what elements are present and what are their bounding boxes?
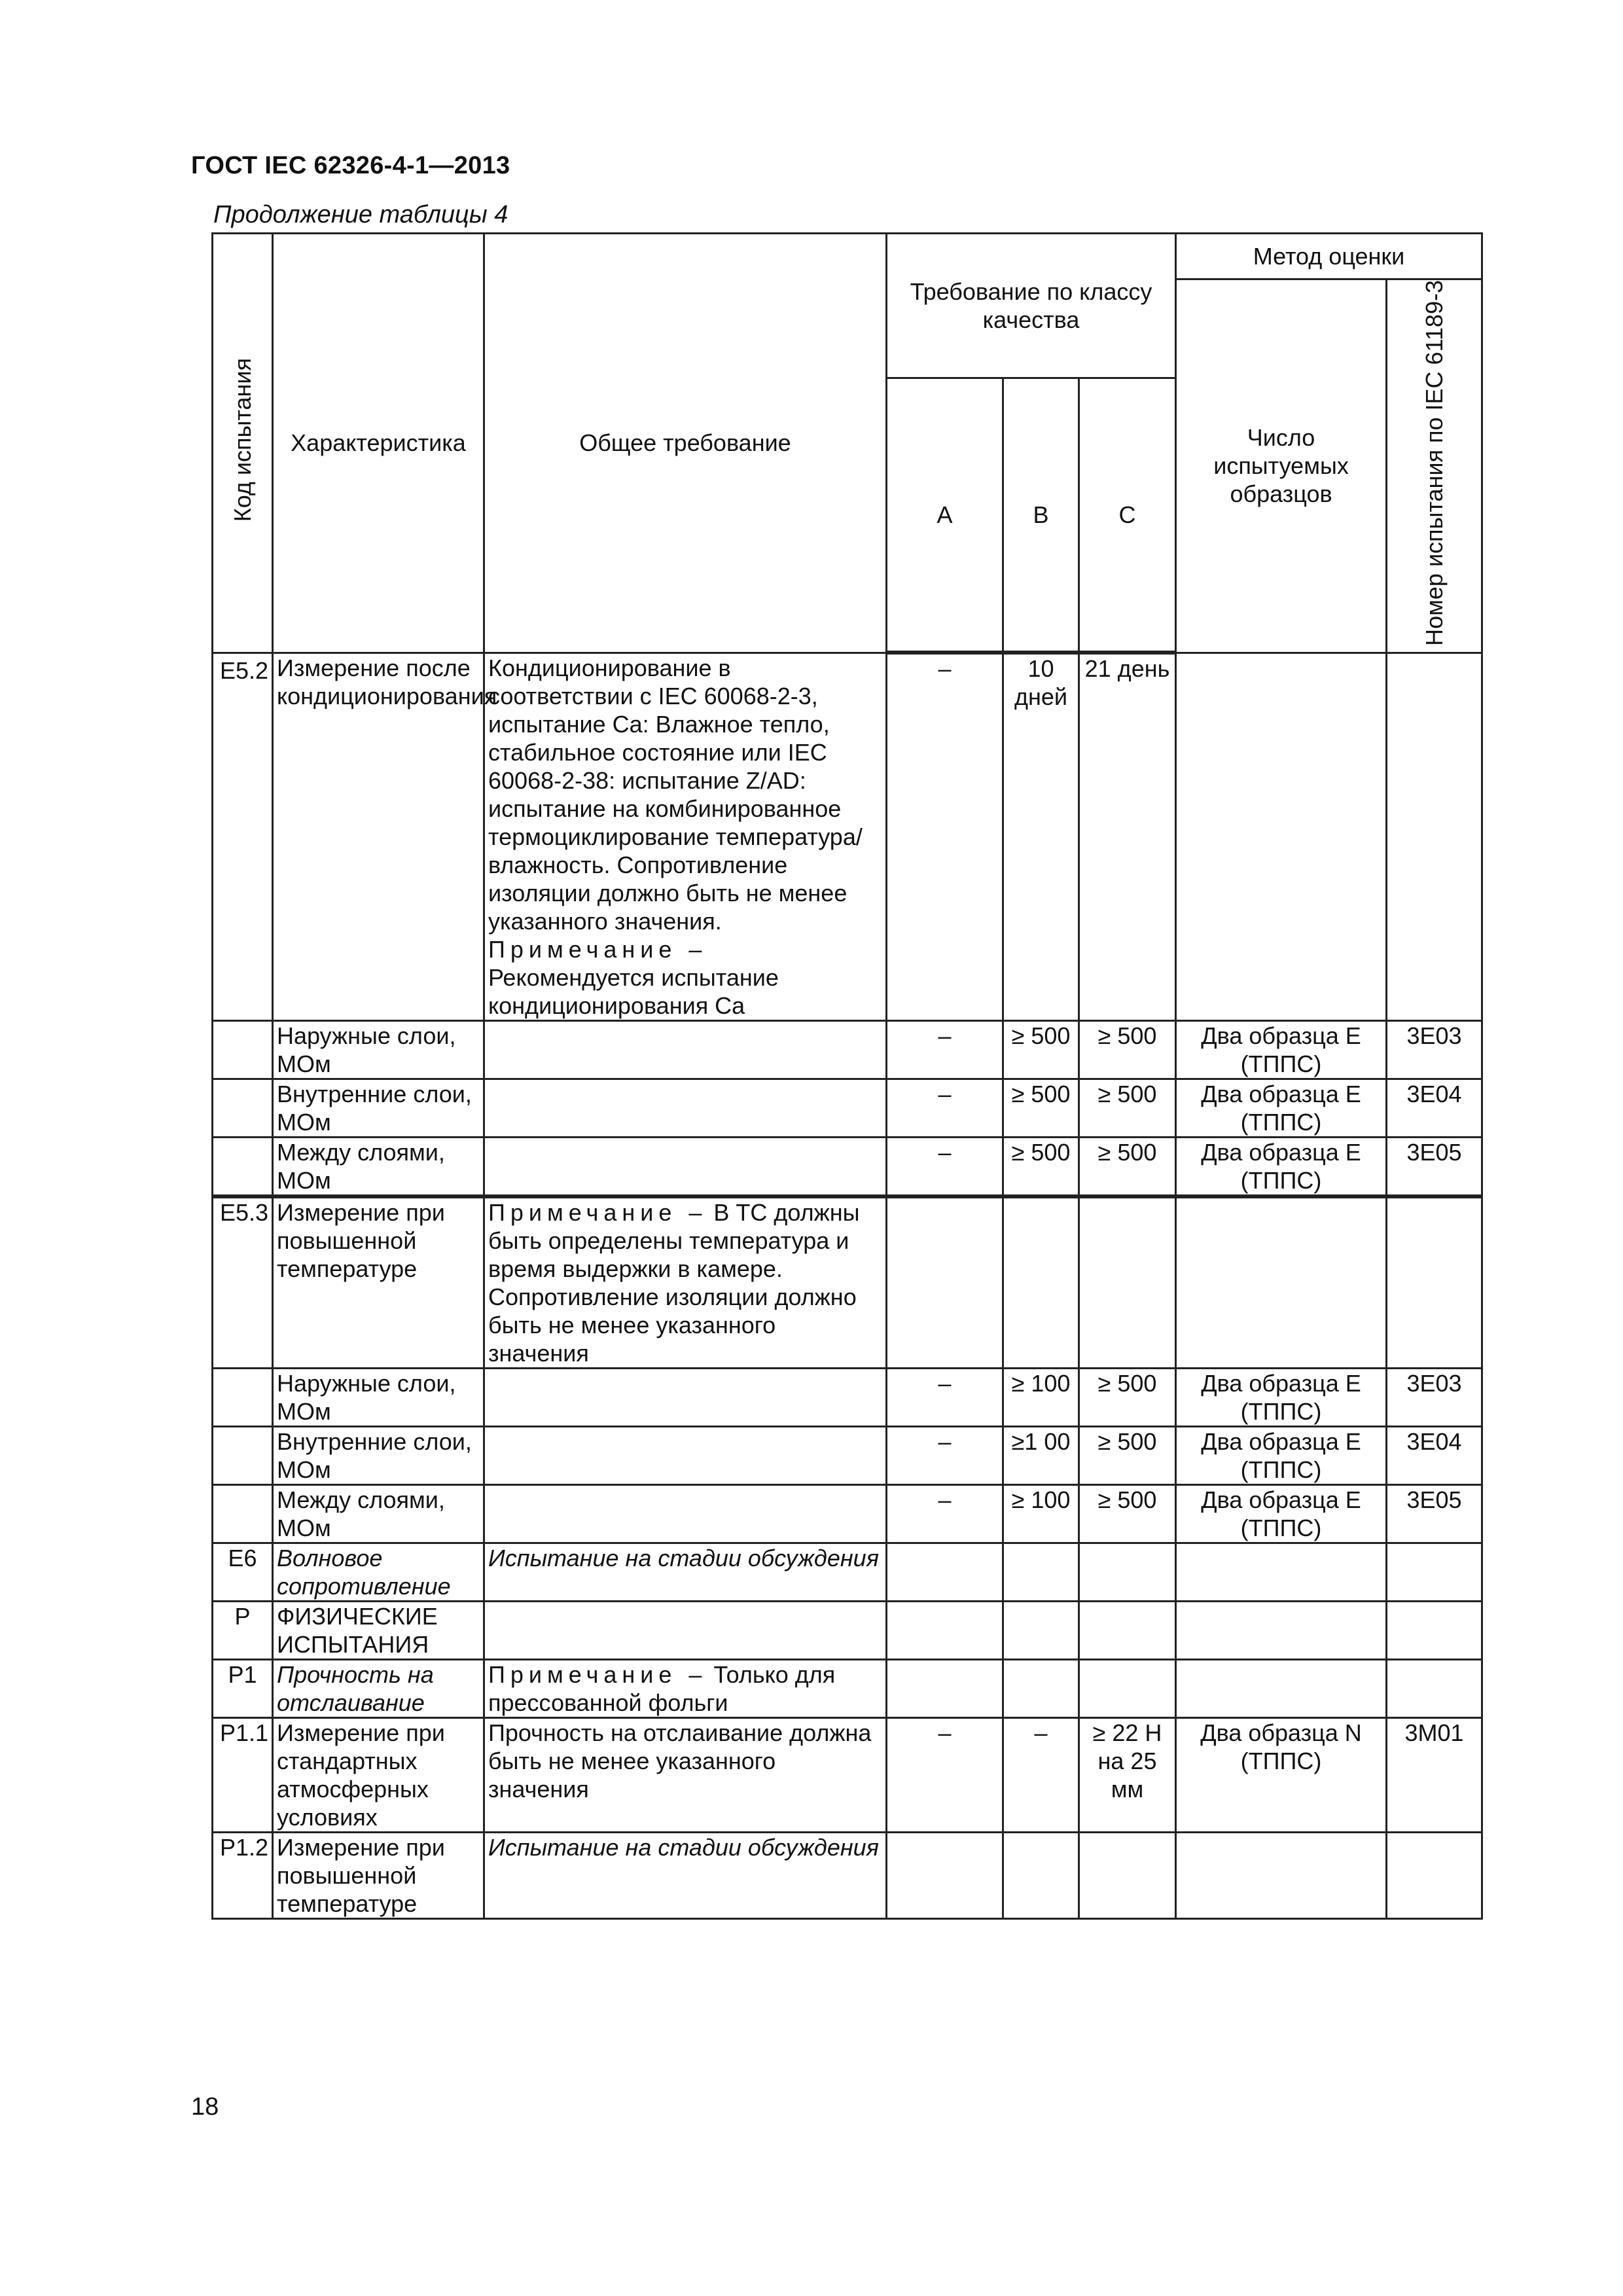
characteristic: Наружные слои, МОм	[273, 1020, 484, 1079]
class-c-value: ≥ 500	[1079, 1368, 1176, 1426]
characteristic: Измерение после кондиционирования	[273, 653, 484, 1020]
class-c-value: ≥ 22 Н на 25 мм	[1079, 1717, 1176, 1832]
table-row	[213, 1079, 1482, 1137]
document-title: ГОСТ IEC 62326-4-1—2013	[191, 152, 510, 179]
general-requirement	[484, 653, 887, 1020]
characteristic: Волновое сопротивление	[273, 1543, 484, 1601]
characteristic: Измерение при повышенной температуре	[273, 1196, 484, 1369]
sample-count: Два образца E (ТППС)	[1176, 1020, 1387, 1079]
header-test-number: Номер испытания по IEC 61189-3	[1387, 279, 1482, 653]
sample-count: Два образца E (ТППС)	[1176, 1079, 1387, 1137]
table-row	[213, 1426, 1482, 1484]
header-class-requirement: Требование по классу качества	[887, 234, 1176, 378]
characteristic: Наружные слои, МОм	[273, 1368, 484, 1426]
table-row	[213, 1137, 1482, 1196]
characteristic: Между слоями, МОм	[273, 1137, 484, 1196]
sample-count: Два образца E (ТППС)	[1176, 1426, 1387, 1484]
characteristic: Внутренние слои, МОм	[273, 1426, 484, 1484]
general-requirement	[484, 1196, 887, 1369]
general-requirement: Испытание на стадии обсуждения	[484, 1543, 887, 1601]
header-class-c: C	[1079, 378, 1176, 653]
class-a-value: –	[887, 1079, 1003, 1137]
characteristic: ФИЗИЧЕСКИЕ ИСПЫТАНИЯ	[273, 1601, 484, 1659]
characteristic: Внутренние слои, МОм	[273, 1079, 484, 1137]
class-b-value: ≥ 100	[1003, 1368, 1079, 1426]
table-row	[213, 1832, 1482, 1918]
test-number: 3E04	[1387, 1426, 1482, 1484]
table-row	[213, 653, 1482, 1020]
class-c-value: ≥ 500	[1079, 1484, 1176, 1543]
characteristic: Прочность на отслаивание	[273, 1659, 484, 1717]
requirements-table	[211, 232, 1483, 1920]
class-b-value: 10 дней	[1003, 653, 1079, 1020]
class-b-value: ≥ 500	[1003, 1020, 1079, 1079]
test-code: P1	[213, 1659, 273, 1717]
note-label: Примечание –	[488, 1660, 707, 1688]
table-row	[213, 1196, 1482, 1369]
class-b-value: ≥ 500	[1003, 1079, 1079, 1137]
class-b-value: ≥ 500	[1003, 1137, 1079, 1196]
header-code: Код испытания	[213, 234, 273, 653]
characteristic: Измерение при стандартных атмосферных условиях	[273, 1717, 484, 1832]
class-b-value: ≥1 00	[1003, 1426, 1079, 1484]
header-class-a: A	[887, 378, 1003, 653]
sample-count: Два образца E (ТППС)	[1176, 1484, 1387, 1543]
test-number: 3E03	[1387, 1368, 1482, 1426]
class-a-value: –	[887, 1137, 1003, 1196]
class-a-value: –	[887, 1368, 1003, 1426]
class-a-value: –	[887, 653, 1003, 1020]
table-row	[213, 1368, 1482, 1426]
class-a-value: –	[887, 1484, 1003, 1543]
table-row	[213, 1659, 1482, 1717]
class-a-value: –	[887, 1020, 1003, 1079]
characteristic: Между слоями, МОм	[273, 1484, 484, 1543]
header-evaluation-method: Метод оценки	[1176, 234, 1482, 279]
test-number: 3E04	[1387, 1079, 1482, 1137]
characteristic: Измерение при повышенной температуре	[273, 1832, 484, 1918]
header-characteristic: Характеристика	[273, 234, 484, 653]
test-number: 3E05	[1387, 1484, 1482, 1543]
test-number: 3E03	[1387, 1020, 1482, 1079]
table-row	[213, 1020, 1482, 1079]
header-sample-count: Число испытуемых образцов	[1176, 279, 1387, 653]
general-requirement: Испытание на стадии обсуждения	[484, 1832, 887, 1918]
table-row	[213, 1601, 1482, 1659]
requirement-text: Кондиционирование в соответствии с IEC 60068-2-3, испытание Ca: Влажное тепло, стабильное состояние или IEC 60068-2-38: испытание Z/AD: испытание на комбинированное термоциклирование температура/влажность. Сопротивление изоляции должно быть не менее указанного значения.	[488, 654, 863, 935]
class-c-value: ≥ 500	[1079, 1079, 1176, 1137]
class-b-value: –	[1003, 1717, 1079, 1832]
header-class-b: B	[1003, 378, 1079, 653]
test-code: P	[213, 1601, 273, 1659]
general-requirement	[484, 1659, 887, 1717]
general-requirement: Прочность на отслаивание должна быть не менее указанного значения	[484, 1717, 887, 1832]
table-row	[213, 1717, 1482, 1832]
class-c-value: ≥ 500	[1079, 1020, 1176, 1079]
test-code: E5.2	[213, 653, 273, 1020]
note-text: Только для прессованной фольги	[488, 1660, 836, 1716]
sample-count: Два образца E (ТППС)	[1176, 1137, 1387, 1196]
test-number: 3M01	[1387, 1717, 1482, 1832]
class-c-value: 21 день	[1079, 653, 1176, 1020]
test-code: E5.3	[213, 1196, 273, 1369]
test-number: 3E05	[1387, 1137, 1482, 1196]
class-a-value: –	[887, 1717, 1003, 1832]
class-c-value: ≥ 500	[1079, 1137, 1176, 1196]
note-text: Рекомендуется испытание кондиционирования Ca	[488, 963, 779, 1019]
class-a-value: –	[887, 1426, 1003, 1484]
class-b-value: ≥ 100	[1003, 1484, 1079, 1543]
header-general-requirement: Общее требование	[484, 234, 887, 653]
table-row	[213, 1543, 1482, 1601]
note-label: Примечание –	[488, 1198, 707, 1226]
note-label: Примечание –	[488, 935, 707, 963]
sample-count: Два образца N (ТППС)	[1176, 1717, 1387, 1832]
sample-count: Два образца E (ТППС)	[1176, 1368, 1387, 1426]
test-code: P1.2	[213, 1832, 273, 1918]
note-text: В ТС должны быть определены температура и время выдержки в камере. Сопротивление изоляции должно быть не менее указанного значения	[488, 1198, 860, 1367]
test-code: P1.1	[213, 1717, 273, 1832]
page-number: 18	[191, 2093, 219, 2121]
class-c-value: ≥ 500	[1079, 1426, 1176, 1484]
table-row	[213, 1484, 1482, 1543]
table-caption: Продолжение таблицы 4	[213, 201, 508, 228]
test-code: E6	[213, 1543, 273, 1601]
